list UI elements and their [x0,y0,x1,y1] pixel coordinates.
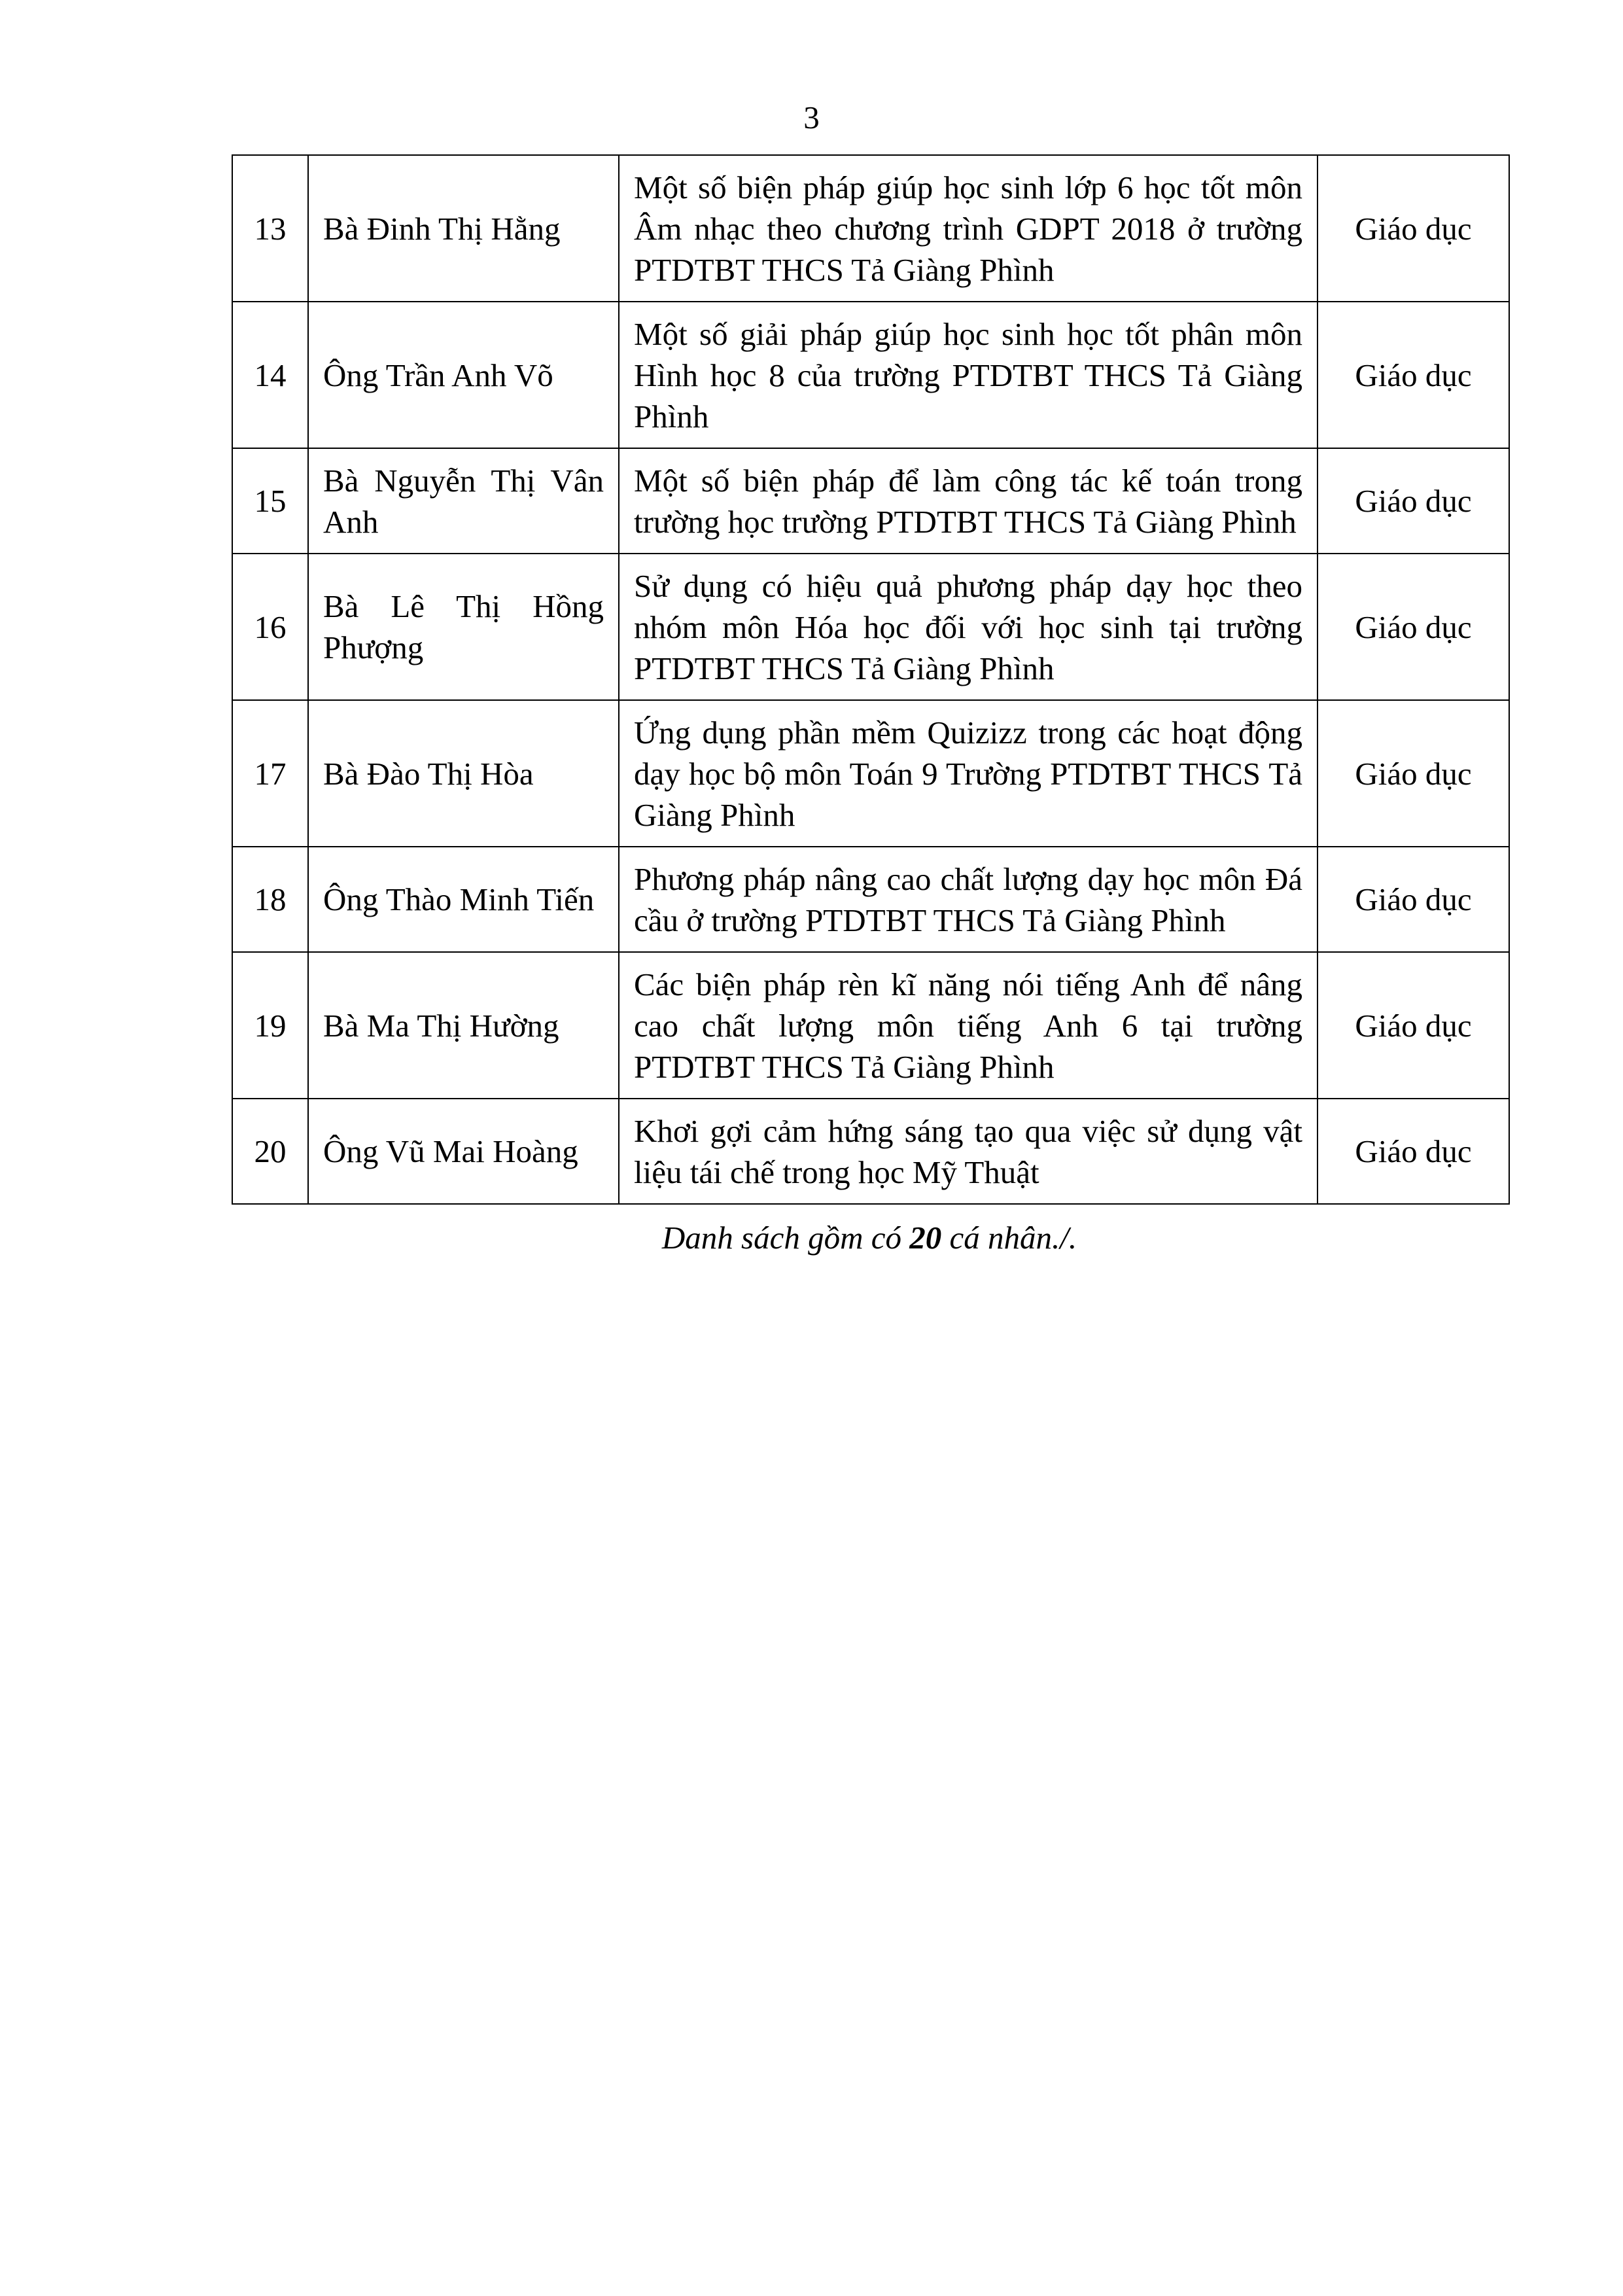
person-name: Bà Đào Thị Hòa [308,700,619,847]
initiative-title: Ứng dụng phần mềm Quizizz trong các hoạt động dạy học bộ môn Toán 9 Trường PTDTBT THCS Tả Giàng Phình [619,700,1318,847]
list-summary-note [0,1218,1623,1258]
field-of-application: Giáo dục [1318,847,1509,952]
row-number: 13 [232,155,308,302]
person-name: Bà Đinh Thị Hằng [308,155,619,302]
table-row [232,554,1509,700]
table-row [232,155,1509,302]
table-row [232,952,1509,1099]
row-number: 18 [232,847,308,952]
table-row [232,847,1509,952]
person-name: Ông Thào Minh Tiến [308,847,619,952]
person-name: Ông Trần Anh Võ [308,302,619,448]
initiative-title: Một số giải pháp giúp học sinh học tốt phân môn Hình học 8 của trường PTDTBT THCS Tả Giàng Phình [619,302,1318,448]
person-name: Bà Lê Thị Hồng Phượng [308,554,619,700]
summary-prefix: Danh sách gồm có [661,1220,910,1256]
award-list-table [232,154,1510,1205]
field-of-application: Giáo dục [1318,448,1509,554]
field-of-application: Giáo dục [1318,155,1509,302]
person-name: Bà Ma Thị Hường [308,952,619,1099]
row-number: 16 [232,554,308,700]
field-of-application: Giáo dục [1318,952,1509,1099]
initiative-title: Sử dụng có hiệu quả phương pháp dạy học theo nhóm môn Hóa học đối với học sinh tại trường PTDTBT THCS Tả Giàng Phình [619,554,1318,700]
row-number: 15 [232,448,308,554]
initiative-title: Một số biện pháp để làm công tác kế toán trong trường học trường PTDTBT THCS Tả Giàng Phình [619,448,1318,554]
row-number: 14 [232,302,308,448]
table-row [232,448,1509,554]
field-of-application: Giáo dục [1318,700,1509,847]
initiative-title: Một số biện pháp giúp học sinh lớp 6 học tốt môn Âm nhạc theo chương trình GDPT 2018 ở trường PTDTBT THCS Tả Giàng Phình [619,155,1318,302]
row-number: 20 [232,1099,308,1204]
person-name: Ông Vũ Mai Hoàng [308,1099,619,1204]
field-of-application: Giáo dục [1318,302,1509,448]
initiative-title: Khơi gợi cảm hứng sáng tạo qua việc sử dụng vật liệu tái chế trong học Mỹ Thuật [619,1099,1318,1204]
row-number: 17 [232,700,308,847]
table-row [232,1099,1509,1204]
summary-suffix: cá nhân./. [941,1220,1077,1256]
row-number: 19 [232,952,308,1099]
page-number: 3 [803,99,820,135]
person-name: Bà Nguyễn Thị Vân Anh [308,448,619,554]
field-of-application: Giáo dục [1318,1099,1509,1204]
table-row [232,302,1509,448]
field-of-application: Giáo dục [1318,554,1509,700]
initiative-title: Các biện pháp rèn kĩ năng nói tiếng Anh để nâng cao chất lượng môn tiếng Anh 6 tại trường PTDTBT THCS Tả Giàng Phình [619,952,1318,1099]
initiative-title: Phương pháp nâng cao chất lượng dạy học môn Đá cầu ở trường PTDTBT THCS Tả Giàng Phình [619,847,1318,952]
table-row [232,700,1509,847]
summary-count: 20 [909,1220,942,1256]
